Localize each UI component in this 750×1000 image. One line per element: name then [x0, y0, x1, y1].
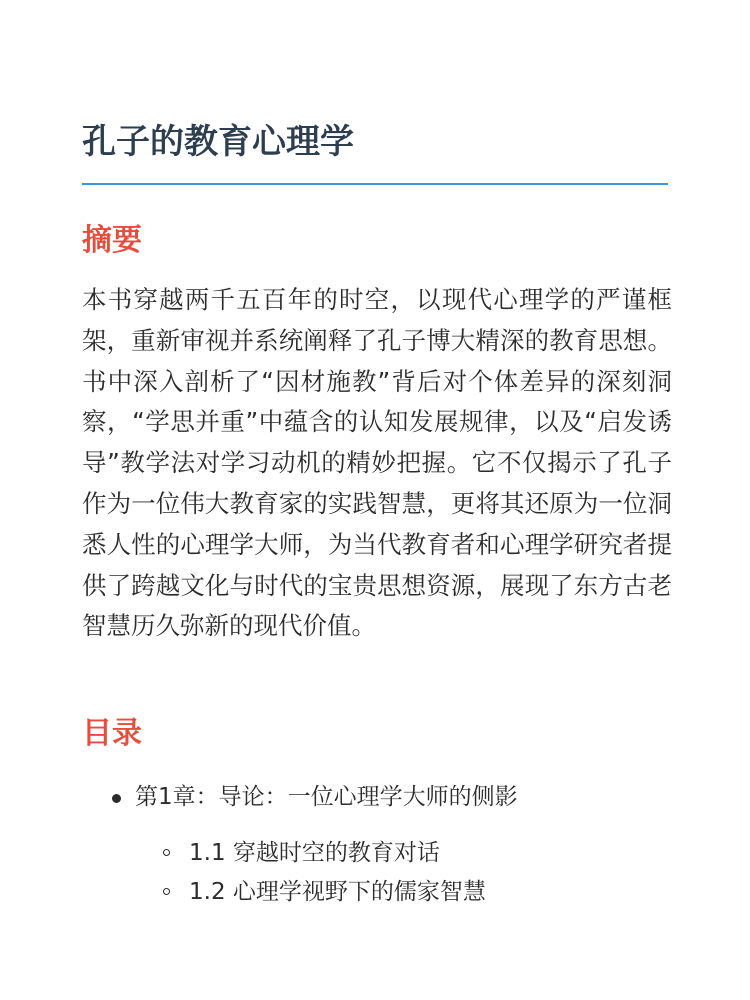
hollow-bullet-icon	[163, 888, 170, 895]
abstract-heading: 摘要	[82, 223, 142, 258]
toc-heading: 目录	[82, 716, 142, 751]
abstract-text: 本书穿越两千五百年的时空，以现代心理学的严谨框架，重新审视并系统阐释了孔子博大精深的教育思想。书中深入剖析了“因材施教”背后对个体差异的深刻洞察，“学思并重”中蕴含的认知发展规律，以及“启发诱导”教学法对学习动机的精妙把握。它不仅揭示了孔子作为一位伟大教育家的实践智慧，更将其还原为一位洞悉人性的心理学大师，为当代教育者和心理学研究者提供了跨越文化与时代的宝贵思想资源，展现了东方古老智慧历久弥新的现代价值。	[82, 285, 672, 641]
bullet-icon	[112, 794, 121, 803]
toc-chapter-1[interactable]	[82, 775, 668, 819]
toc-section-label: 1.2 心理学视野下的儒家智慧	[189, 879, 486, 905]
toc-section-1-2[interactable]	[82, 873, 668, 912]
toc-section-label: 1.1 穿越时空的教育对话	[189, 840, 440, 866]
title-divider	[82, 183, 668, 185]
toc-section-1-1[interactable]	[82, 834, 668, 873]
hollow-bullet-icon	[163, 849, 170, 856]
table-of-contents	[82, 775, 668, 912]
document-title: 孔子的教育心理学	[82, 122, 354, 162]
toc-chapter-label: 第1章：导论：一位心理学大师的侧影	[135, 784, 518, 810]
